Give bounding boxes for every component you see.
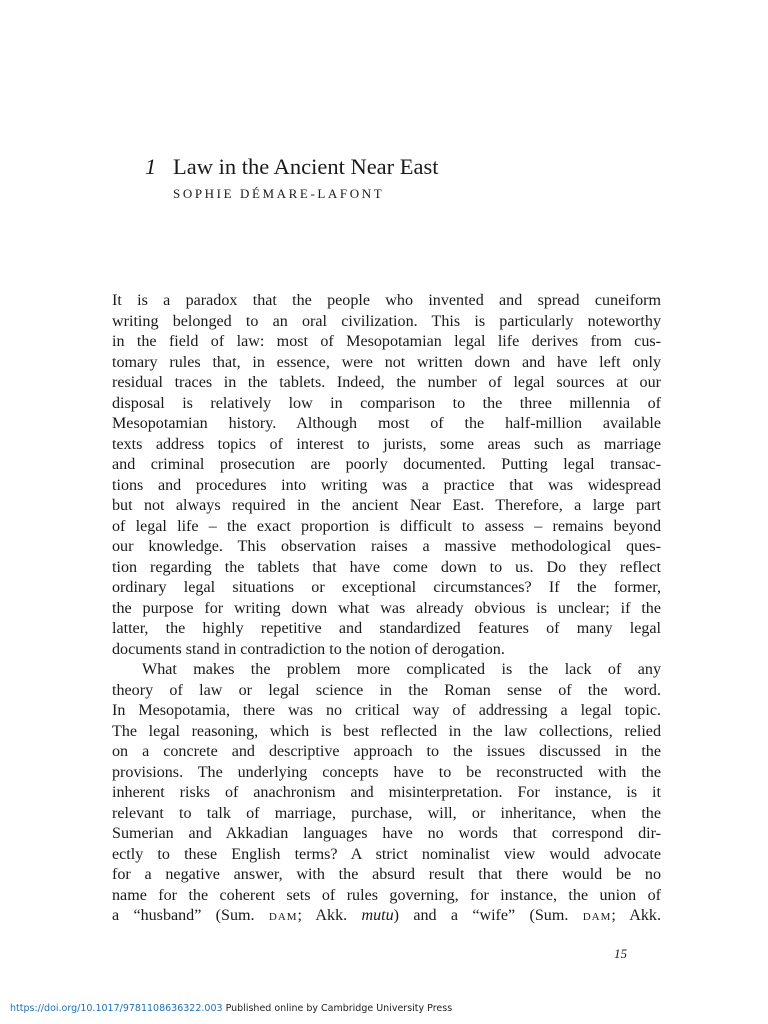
text-line: name for the coherent sets of rules governing, for instance, the union of — [112, 886, 661, 904]
text-line: tions and procedures into writing was a practice that was widespread — [112, 476, 661, 494]
text-line: inherent risks of anachronism and misinterpretation. For instance, is it — [112, 784, 661, 801]
footer-text: Published online by Cambridge University Press — [222, 1003, 453, 1014]
text-line: the purpose for writing down what was already obvious is unclear; if the — [112, 599, 661, 617]
text-line: The legal reasoning, which is best reflected in the law collections, relied — [112, 722, 661, 740]
chapter-title-line — [145, 152, 439, 182]
text-line: In Mesopotamia, there was no critical way of addressing a legal topic. — [112, 702, 661, 719]
text-line: for a negative answer, with the absurd result that there would be no — [112, 866, 661, 883]
text-line: ordinary legal situations or exceptional circumstances? If the former, — [112, 579, 661, 596]
chapter-heading — [145, 152, 439, 202]
paragraph-2 — [112, 660, 661, 906]
body-text — [112, 291, 661, 927]
footer — [10, 1003, 452, 1014]
text-line: and criminal prosecution are poorly documented. Putting legal transac- — [112, 456, 661, 473]
chapter-title: Law in the Ancient Near East — [173, 154, 439, 179]
text-line: Sumerian and Akkadian languages have no words that correspond dir- — [112, 825, 661, 842]
text-line: relevant to talk of marriage, purchase, will, or inheritance, when the — [112, 804, 661, 822]
text-line: Mesopotamian history. Although most of the half-million available — [112, 415, 661, 432]
chapter-number: 1 — [145, 154, 157, 179]
text-line: of legal life – the exact proportion is difficult to assess – remains beyond — [112, 517, 661, 535]
text-line: What makes the problem more complicated is the lack of any — [142, 661, 661, 678]
text-line: theory of law or legal science in the Roman sense of the word. — [112, 681, 661, 699]
text-line: tomary rules that, in essence, were not written down and have left only — [112, 353, 661, 371]
text-line: in the field of law: most of Mesopotamian legal life derives from cus- — [112, 333, 661, 350]
text-line: ectly to these English terms? A strict nominalist view would advocate — [112, 845, 661, 863]
text-line: tion regarding the tablets that have come down to us. Do they reflect — [112, 558, 661, 576]
text-line: latter, the highly repetitive and standardized features of many legal — [112, 620, 661, 637]
paragraph-1 — [112, 291, 661, 660]
text-line: disposal is relatively low in comparison to the three millennia of — [112, 394, 661, 412]
text-line: provisions. The underlying concepts have to be reconstructed with the — [112, 763, 661, 781]
text-line: a “husband” (Sum. dam; Akk. mutu) and a “wife” (Sum. dam; Akk. — [112, 907, 661, 924]
doi-link[interactable]: https://doi.org/10.1017/9781108636322.003 — [10, 1003, 223, 1014]
small-caps-term: dam — [268, 907, 298, 924]
text-line: writing belonged to an oral civilization. This is particularly noteworthy — [112, 312, 661, 330]
text-line: It is a paradox that the people who invented and spread cuneiform — [112, 292, 661, 309]
text-line: texts address topics of interest to jurists, some areas such as marriage — [112, 435, 661, 453]
page-number: 15 — [614, 946, 627, 961]
text-line: documents stand in contradiction to the notion of derogation. — [112, 640, 505, 658]
text-line: residual traces in the tablets. Indeed, the number of legal sources at our — [112, 374, 661, 391]
chapter-author: SOPHIE DÉMARE-LAFONT — [173, 186, 385, 201]
text-line: our knowledge. This observation raises a massive methodological ques- — [112, 538, 661, 555]
italic-term: mutu — [361, 907, 394, 924]
text-line: on a concrete and descriptive approach to the issues discussed in the — [112, 743, 661, 760]
small-caps-term: dam — [582, 907, 612, 924]
text-line: but not always required in the ancient Near East. Therefore, a large part — [112, 497, 661, 514]
